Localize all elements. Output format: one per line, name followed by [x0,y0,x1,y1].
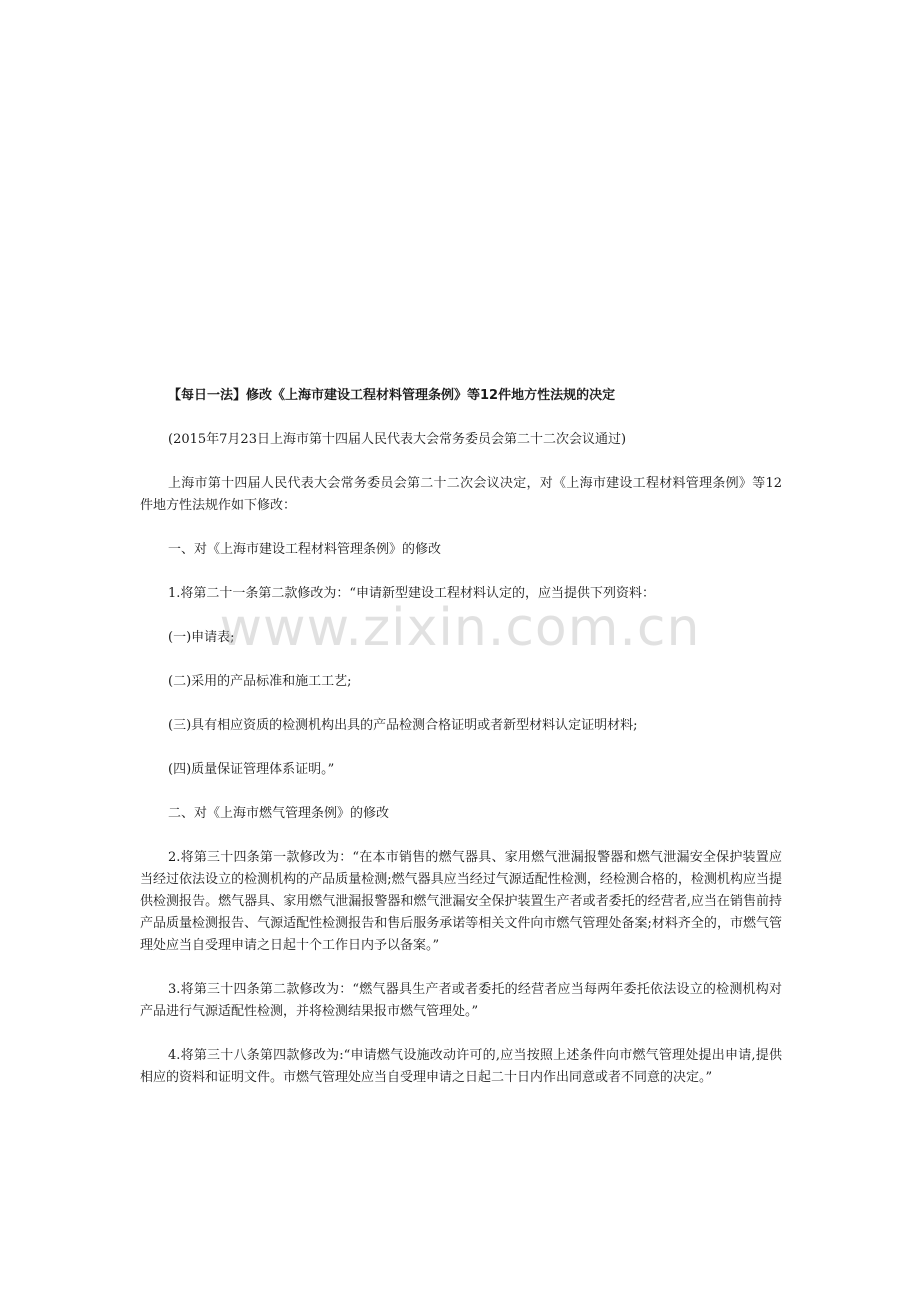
amendment-item-1: 1.将第二十一条第二款修改为：“申请新型建设工程材料认定的，应当提供下列资料： [168,586,656,601]
watermark-text: www.zixin.com.cn [219,598,701,658]
document-body [140,385,782,1089]
section-heading-2: 二、对《上海市燃气管理条例》的修改 [168,806,390,821]
document-subtitle: (2015年7月23日上海市第十四届人民代表大会常务委员会第二十二次会议通过) [168,432,627,447]
list-item-1: (一)申请表; [168,630,235,645]
amendment-item-3: 3.将第三十四条第二款修改为：“燃气器具生产者或者委托的经营者应当每两年委托依法设立的检测机构对产品进行气源适配性检测，并将检测结果报市燃气管理处。” [140,982,782,1019]
amendment-item-4: 4.将第三十八条第四款修改为:“申请燃气设施改动许可的,应当按照上述条件向市燃气管理处提出申请,提供相应的资料和证明文件。市燃气管理处应当自受理申请之日起二十日内作出同意或者不同意的决定。” [140,1048,782,1085]
section-heading-1: 一、对《上海市建设工程材料管理条例》的修改 [168,542,442,557]
paragraph-intro: 上海市第十四届人民代表大会常务委员会第二十二次会议决定，对《上海市建设工程材料管理条例》等12件地方性法规作如下修改： [140,476,782,513]
document-title: 【每日一法】修改《上海市建设工程材料管理条例》等12件地方性法规的决定 [168,388,616,403]
list-item-3: (三)具有相应资质的检测机构出具的产品检测合格证明或者新型材料认定证明材料; [168,718,638,733]
amendment-item-2: 2.将第三十四条第一款修改为：“在本市销售的燃气器具、家用燃气泄漏报警器和燃气泄漏安全保护装置应当经过依法设立的检测机构的产品质量检测;燃气器具应当经过气源适配性检测，经检测合格的，检测机构应当提供检测报告。燃气器具、家用燃气泄漏报警器和燃气泄漏安全保护装置生产者或者委托的经营者,应当在销售前持产品质量检测报告、气源适配性检测报告和售后服务承诺等相关文件向市燃气管理处备案;材料齐全的，市燃气管理处应当自受理申请之日起十个工作日内予以备案。” [140,850,782,953]
list-item-2: (二)采用的产品标准和施工工艺; [168,674,352,689]
list-item-4: (四)质量保证管理体系证明。” [168,762,335,777]
